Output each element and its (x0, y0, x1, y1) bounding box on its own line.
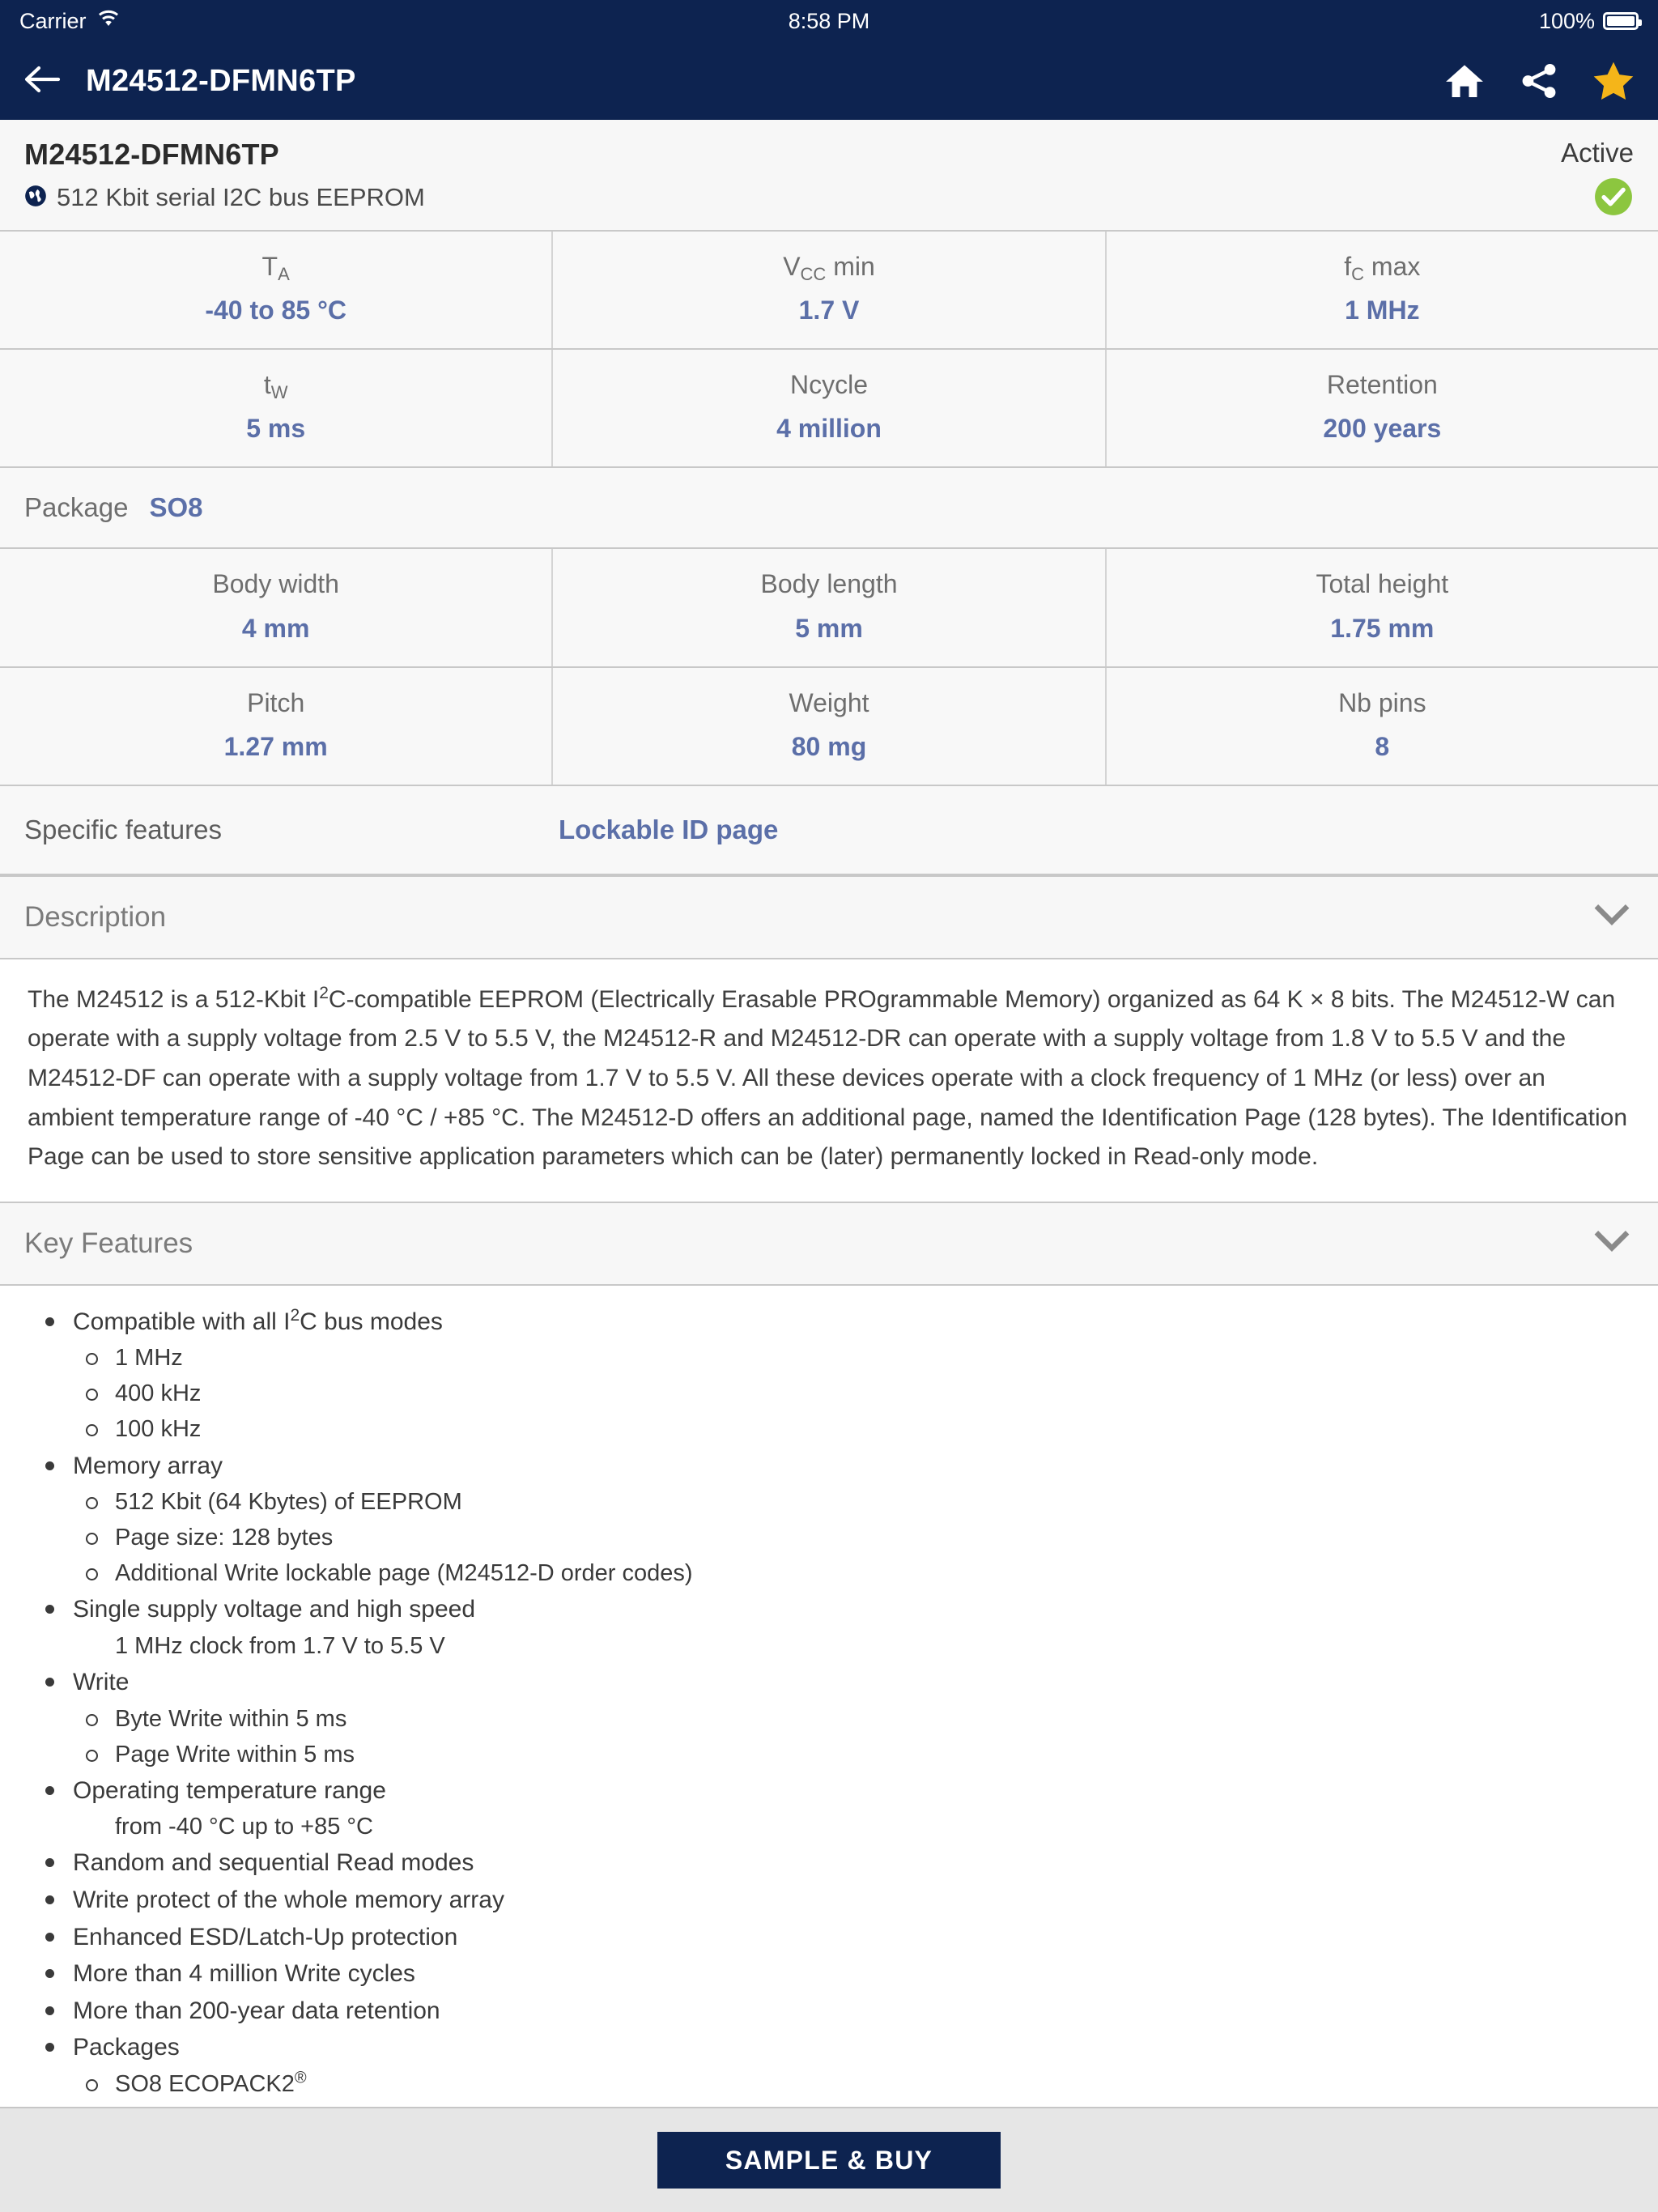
page-title: M24512-DFMN6TP (86, 63, 356, 98)
description-part2: C-compatible EEPROM (Electrically Erasable PROgrammable Memory) organized as 64 K × 8 bits. The M24512-W can operate with a supply voltage from 2.5 V to 5.5 V, the M24512-R and M24512-DR can operate with a supply voltage from 1.8 V to 5.5 V and the M24512-DF can operate with a supply voltage from 1.7 V to 5.5 V. All these devices operate with a clock frequency of 1 MHz (or less) over an ambient temperature range of -40 °C / +85 °C. The M24512-D offers an additional page, named the Identification Page (128 bytes). The Identification Page can be used to store sensitive application parameters which can be (later) permanently locked in Read-only mode. (28, 985, 1628, 1171)
list-item (28, 2066, 1630, 2102)
share-icon[interactable] (1517, 59, 1561, 103)
spec-value: 5 ms (246, 414, 306, 444)
star-icon[interactable] (1592, 59, 1635, 103)
navigation-bar (0, 42, 1658, 120)
table-row (0, 350, 1658, 468)
description-part1: The M24512 is a 512-Kbit I (28, 985, 320, 1013)
part-number-title: M24512-DFMN6TP (24, 138, 279, 171)
specific-features-row (0, 786, 1658, 875)
list-item-text: SO8 ECOPACK2 (115, 2071, 295, 2098)
key-features-section-header[interactable] (0, 1202, 1658, 1286)
list-item: 1 MHz clock from 1.7 V to 5.5 V (115, 1632, 445, 1659)
back-button[interactable] (23, 63, 356, 100)
wifi-icon (96, 9, 121, 34)
status-label: Active (1561, 138, 1634, 168)
spec-cell-weight (553, 668, 1106, 785)
globe-icon (24, 185, 47, 211)
spec-label: Body length (760, 569, 898, 599)
list-item: 1 MHz (28, 1340, 1630, 1376)
list-item: More than 4 million Write cycles (28, 1955, 1630, 1993)
spec-label: $V_{CC}$ min (783, 252, 875, 284)
status-bar-time: 8:58 PM (788, 8, 870, 33)
part-status (1561, 138, 1634, 221)
list-item: Additional Write lockable page (M24512-D order codes) (28, 1555, 1630, 1591)
status-bar-right (1539, 9, 1639, 34)
table-row (0, 232, 1658, 350)
home-icon[interactable] (1443, 59, 1486, 103)
specific-features-value[interactable]: Lockable ID page (559, 814, 779, 844)
spec-cell-body-length (553, 549, 1106, 666)
spec-value: 4 million (776, 414, 882, 444)
status-bar (0, 0, 1658, 42)
section-title: Description (24, 900, 167, 933)
list-item: Random and sequential Read modes (28, 1844, 1630, 1882)
list-item: Memory array (28, 1448, 1630, 1485)
spec-value: 4 mm (241, 613, 310, 643)
back-arrow-icon (23, 63, 63, 100)
list-item-text-post: C bus modes (300, 1308, 443, 1335)
electrical-spec-table (0, 232, 1658, 468)
package-spec-table (0, 549, 1658, 785)
description-section-header[interactable] (0, 875, 1658, 959)
list-item: Enhanced ESD/Latch-Up protection (28, 1919, 1630, 1956)
spec-cell-pitch (0, 668, 553, 785)
spec-label: Retention (1326, 370, 1438, 400)
section-title: Key Features (24, 1227, 193, 1259)
spec-value: 1 MHz (1345, 296, 1420, 325)
spec-cell-retention (1107, 350, 1658, 466)
sample-and-buy-button[interactable]: SAMPLE & BUY (657, 2132, 1001, 2189)
list-item: Packages (28, 2029, 1630, 2066)
part-description: 512 Kbit serial I2C bus EEPROM (57, 183, 425, 211)
key-features-body (0, 1286, 1658, 2212)
package-row (0, 468, 1658, 549)
description-text (0, 959, 1658, 1202)
list-item: More than 200-year data retention (28, 1993, 1630, 2030)
list-item (28, 1304, 1630, 1341)
list-item: from -40 °C up to +85 °C (115, 1814, 373, 1840)
part-subtitle-row (24, 183, 1561, 212)
chevron-down-icon[interactable] (1593, 903, 1630, 931)
spec-label: $T_A$ (261, 252, 290, 284)
table-row (0, 668, 1658, 786)
list-item: Write protect of the whole memory array (28, 1882, 1630, 1919)
nav-actions (1443, 59, 1635, 103)
footer-bar (0, 2107, 1658, 2212)
package-value[interactable]: SO8 (149, 492, 203, 523)
spec-cell-total-height (1107, 549, 1658, 666)
spec-label: Total height (1316, 569, 1449, 599)
spec-cell-vccmin (553, 232, 1106, 348)
key-features-list (28, 1304, 1630, 2138)
spec-cell-fcmax (1107, 232, 1658, 348)
list-item: 512 Kbit (64 Kbytes) of EEPROM (28, 1484, 1630, 1520)
spec-cell-body-width (0, 549, 553, 666)
list-item: Single supply voltage and high speed (28, 1591, 1630, 1628)
spec-value: 1.75 mm (1330, 613, 1435, 643)
battery-percent-label: 100% (1538, 8, 1595, 33)
spec-value: 80 mg (791, 731, 867, 761)
package-label: Package (24, 492, 129, 523)
list-item: 100 kHz (28, 1411, 1630, 1447)
spec-cell-ta (0, 232, 553, 348)
list-item: 400 kHz (28, 1376, 1630, 1411)
list-item-superscript: 2 (290, 1305, 300, 1325)
specific-features-label: Specific features (24, 814, 222, 844)
check-circle-icon (1593, 177, 1634, 221)
spec-label: $t_W$ (263, 370, 288, 403)
spec-value: 1.27 mm (223, 731, 328, 761)
spec-cell-ncycle (553, 350, 1106, 466)
part-header (0, 120, 1658, 232)
part-header-left (24, 138, 1561, 212)
table-row (0, 549, 1658, 667)
status-bar-left (19, 9, 121, 34)
spec-label: $f_C$ max (1344, 252, 1421, 284)
list-item-text: Compatible with all I (73, 1308, 291, 1335)
list-item-superscript: ® (294, 2069, 307, 2087)
spec-label: Body width (212, 569, 339, 599)
spec-label: Ncycle (789, 370, 868, 400)
spec-label: Weight (789, 687, 869, 717)
list-item: Byte Write within 5 ms (28, 1701, 1630, 1737)
carrier-label: Carrier (19, 8, 87, 33)
spec-value: 1.7 V (798, 296, 860, 325)
list-item: Write (28, 1664, 1630, 1701)
battery-icon (1603, 12, 1639, 30)
spec-cell-tw (0, 350, 553, 466)
spec-value: 8 (1375, 731, 1390, 761)
spec-label: Pitch (247, 687, 305, 717)
spec-value: -40 to 85 °C (205, 296, 346, 325)
list-item: Page size: 128 bytes (28, 1520, 1630, 1555)
spec-cell-nb-pins (1107, 668, 1658, 785)
spec-label: Nb pins (1338, 687, 1426, 717)
chevron-down-icon[interactable] (1593, 1229, 1630, 1257)
spec-value: 200 years (1323, 414, 1442, 444)
list-item: Operating temperature range (28, 1772, 1630, 1810)
description-superscript: 2 (319, 983, 329, 1002)
list-item: Page Write within 5 ms (28, 1737, 1630, 1772)
spec-value: 5 mm (795, 613, 863, 643)
